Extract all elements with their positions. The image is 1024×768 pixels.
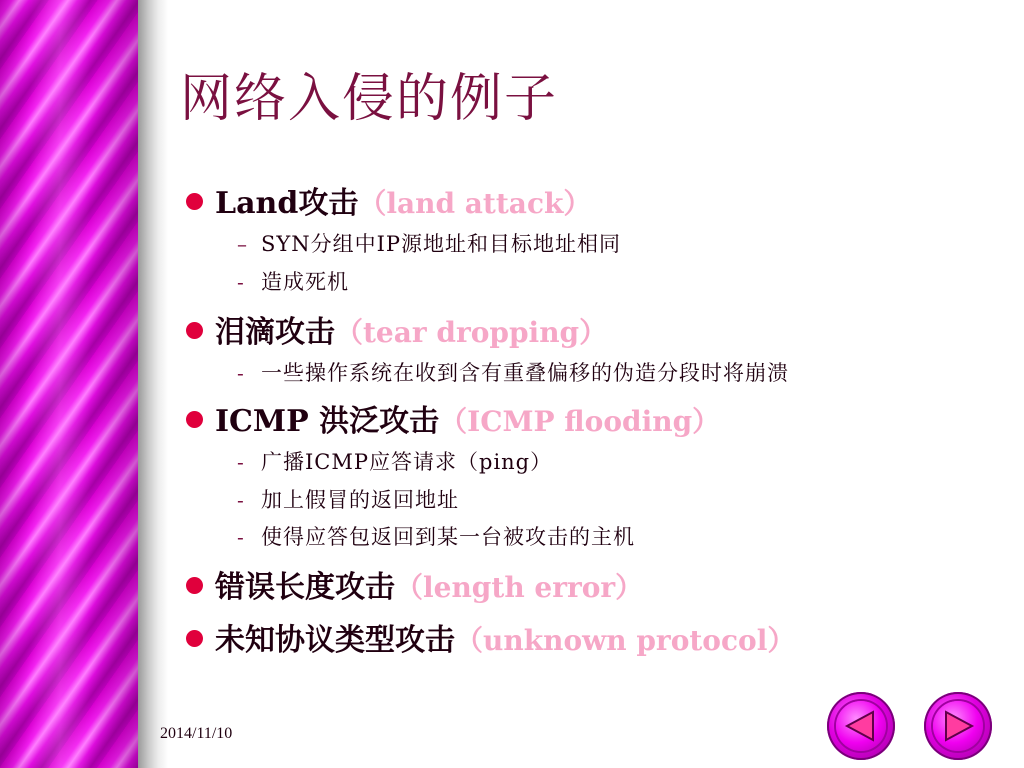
- sub-item-text: 一些操作系统在收到含有重叠偏移的伪造分段时将崩溃: [261, 361, 789, 385]
- slide-title: 网络入侵的例子: [180, 69, 559, 129]
- dash-icon: -: [237, 488, 244, 512]
- sub-item-text: 造成死机: [261, 270, 349, 294]
- bullet-main-text: 泪滴攻击: [215, 315, 335, 350]
- bullet-english-note: （length error）: [395, 571, 644, 604]
- sub-item-text: 广播ICMP应答请求（ping）: [261, 450, 553, 474]
- bullet-length-error: [186, 562, 643, 606]
- previous-slide-button[interactable]: [827, 692, 895, 760]
- sub-item: [237, 521, 635, 551]
- dash-icon: -: [237, 450, 244, 474]
- sub-item-text: 使得应答包返回到某一台被攻击的主机: [261, 525, 635, 549]
- dash-icon: -: [237, 270, 244, 294]
- bullet-main-text: ICMP 洪泛攻击: [215, 404, 440, 439]
- sub-item: [237, 484, 459, 514]
- bullet-icmp-flooding: [186, 396, 720, 440]
- dash-icon: –: [237, 232, 247, 256]
- next-slide-button[interactable]: [924, 692, 992, 760]
- bullet-english-note: （ICMP flooding）: [439, 405, 721, 438]
- bullet-unknown-protocol: [186, 615, 795, 659]
- sub-item-text: 加上假冒的返回地址: [261, 488, 459, 512]
- right-arrow-icon: [936, 704, 980, 748]
- sub-item-text: SYN分组中IP源地址和目标地址相同: [261, 232, 622, 256]
- decorative-left-band: [0, 0, 138, 768]
- bullet-dot-icon: [186, 411, 203, 428]
- bullet-land-attack: [186, 178, 591, 222]
- bullet-main-text: Land攻击: [215, 186, 359, 221]
- bullet-dot-icon: [186, 322, 203, 339]
- dash-icon: -: [237, 525, 244, 549]
- bullet-english-note: （unknown protocol）: [455, 624, 796, 657]
- bullet-english-note: （land attack）: [358, 187, 592, 220]
- sub-item: [237, 446, 552, 476]
- bullet-dot-icon: [186, 577, 203, 594]
- bullet-main-text: 未知协议类型攻击: [215, 623, 455, 658]
- bullet-dot-icon: [186, 630, 203, 647]
- sub-item: [237, 357, 789, 387]
- bullet-main-text: 错误长度攻击: [215, 570, 395, 605]
- band-shadow: [138, 0, 168, 768]
- bullet-english-note: （tear dropping）: [335, 316, 608, 349]
- sub-item: [237, 266, 349, 296]
- bullet-tear-dropping: [186, 307, 607, 351]
- bullet-dot-icon: [186, 193, 203, 210]
- sub-item: [237, 228, 621, 258]
- dash-icon: -: [237, 361, 244, 385]
- left-arrow-icon: [839, 704, 883, 748]
- slide-date: 2014/11/10: [160, 725, 233, 742]
